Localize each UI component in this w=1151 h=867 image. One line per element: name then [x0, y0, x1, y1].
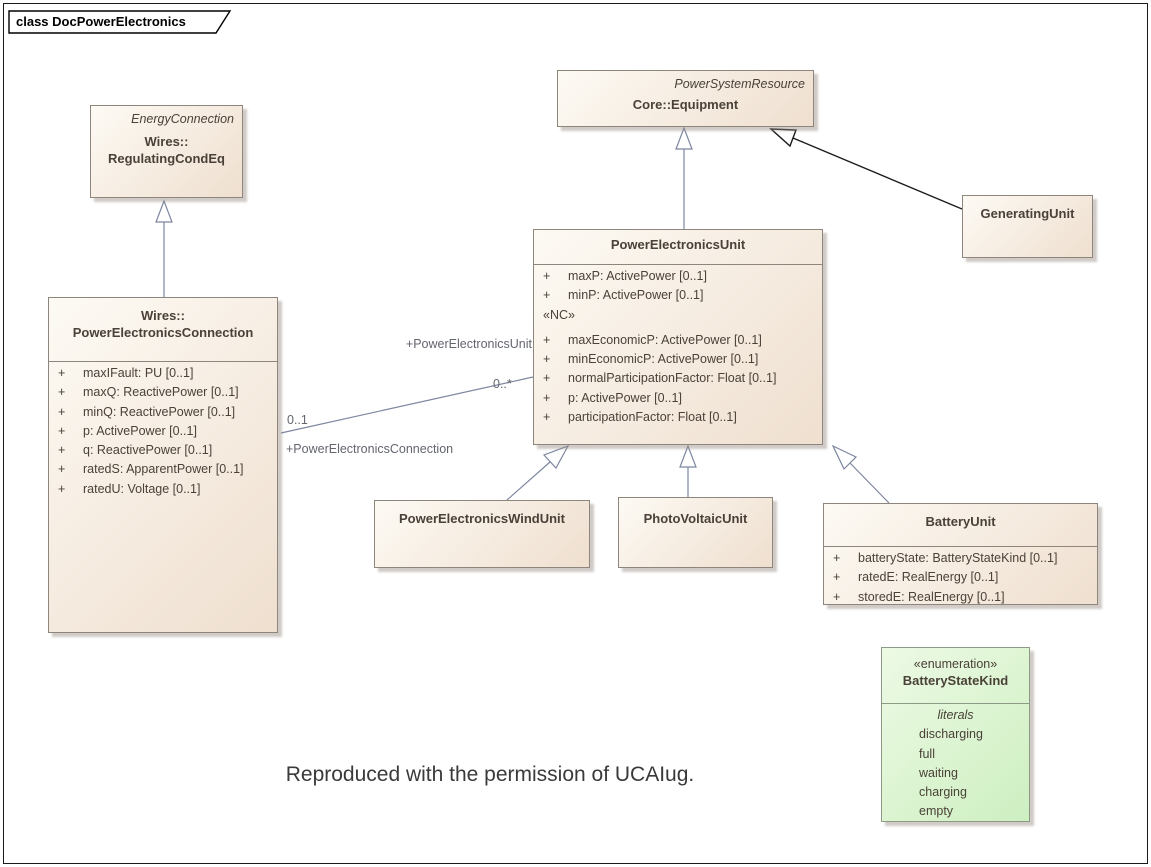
class-name: PowerElectronicsConnection	[72, 325, 254, 340]
enumeration-name: BatteryStateKind	[902, 673, 1009, 688]
attribute-text: ratedU: Voltage [0..1]	[83, 481, 201, 496]
attribute-text: maxEconomicP: ActivePower [0..1]	[568, 332, 762, 347]
visibility: +	[833, 589, 841, 604]
association-role-unit: +PowerElectronicsUnit	[405, 337, 532, 351]
visibility: +	[543, 410, 551, 425]
attribute	[49, 460, 277, 479]
attributes-compartment	[49, 362, 277, 499]
attribute-text: p: ActivePower [0..1]	[83, 423, 197, 438]
visibility: +	[58, 404, 66, 419]
attribute-text: ratedE: RealEnergy [0..1]	[858, 570, 999, 585]
attribute	[534, 408, 822, 427]
association-multiplicity-unit: 0..*	[493, 377, 512, 391]
enum-literal: empty	[919, 804, 954, 819]
attribute-text: minQ: ReactivePower [0..1]	[83, 404, 236, 419]
visibility: +	[543, 371, 551, 386]
enum-literal: full	[919, 746, 935, 761]
visibility: +	[833, 570, 841, 585]
visibility: +	[58, 443, 66, 458]
attribute	[534, 286, 822, 305]
attributes-compartment	[824, 547, 1097, 607]
class-name: PowerElectronicsWindUnit	[398, 511, 566, 526]
visibility: +	[543, 390, 551, 405]
attribute-text: normalParticipationFactor: Float [0..1]	[568, 371, 777, 386]
literals-compartment	[882, 704, 1029, 822]
generalization-arrow-icon	[156, 201, 172, 222]
generalization-equipment-generatingunit	[771, 129, 962, 209]
generalization-equipment-unit	[676, 128, 692, 229]
attributes-compartment	[534, 265, 822, 427]
generalization-arrow-icon	[771, 129, 796, 146]
visibility: +	[58, 385, 66, 400]
attribute-text: batteryState: BatteryStateKind [0..1]	[858, 551, 1058, 565]
attribute	[534, 350, 822, 369]
generalization-arrow-icon	[676, 128, 692, 149]
attribute	[534, 369, 822, 388]
attribute	[49, 480, 277, 499]
literals-label: literals	[937, 708, 974, 722]
enum-literal: waiting	[919, 765, 958, 780]
visibility: +	[543, 269, 551, 283]
enum-literal: charging	[919, 785, 967, 800]
attribute	[49, 422, 277, 441]
class-name: Wires::	[141, 308, 185, 323]
enumeration-batterystatekind	[881, 647, 1030, 822]
attribute	[49, 403, 277, 422]
generalization-regulatingcondeq	[156, 201, 172, 297]
visibility: +	[833, 551, 841, 565]
attribute-text: minEconomicP: ActivePower [0..1]	[568, 352, 759, 367]
class-equipment	[557, 70, 814, 127]
class-name: PowerElectronicsUnit	[610, 237, 746, 252]
class-batteryunit	[823, 503, 1098, 605]
parent-class-name: PowerSystemResource	[674, 77, 805, 91]
class-name: RegulatingCondEq	[108, 151, 225, 166]
class-powerelectronicsunit	[533, 229, 823, 445]
attribute	[824, 568, 1097, 587]
parent-class-name: EnergyConnection	[131, 112, 234, 126]
class-regulatingcondeq	[90, 105, 243, 198]
enum-literal: discharging	[919, 727, 983, 742]
generalization-unit-batteryunit	[833, 446, 889, 503]
class-name: Core::Equipment	[632, 97, 739, 112]
visibility: +	[543, 352, 551, 367]
attribute	[824, 588, 1097, 607]
attribute	[49, 383, 277, 402]
association-role-connection: +PowerElectronicsConnection	[286, 442, 454, 456]
class-name: PhotoVoltaicUnit	[643, 511, 748, 526]
association-multiplicity-connection: 0..1	[287, 413, 308, 427]
attribute-text: p: ActivePower [0..1]	[568, 390, 682, 405]
caption-text: Reproduced with the permission of UCAIug.	[285, 763, 695, 786]
class-name: GeneratingUnit	[980, 206, 1075, 221]
visibility: +	[543, 288, 551, 303]
attribute	[49, 441, 277, 460]
attribute-text: participationFactor: Float [0..1]	[568, 410, 737, 425]
attribute-text: storedE: RealEnergy [0..1]	[858, 589, 1005, 604]
attribute	[534, 331, 822, 350]
attribute	[534, 389, 822, 408]
visibility: +	[58, 481, 66, 496]
generalization-unit-windunit	[507, 446, 568, 500]
attribute	[49, 364, 277, 383]
class-powerelectronicsconnection	[48, 297, 278, 633]
attribute-text: maxQ: ReactivePower [0..1]	[83, 385, 239, 400]
attribute	[534, 267, 822, 286]
nc-stereotype: «NC»	[543, 307, 575, 322]
attribute-text: ratedS: ApparentPower [0..1]	[83, 462, 244, 477]
visibility: +	[543, 332, 551, 347]
class-powerelectronicswindunit	[374, 500, 590, 568]
class-generatingunit	[962, 195, 1093, 258]
attribute-text: q: ReactivePower [0..1]	[83, 443, 213, 458]
visibility: +	[58, 462, 66, 477]
generalization-arrow-icon	[680, 446, 696, 467]
attribute-text: maxP: ActivePower [0..1]	[568, 269, 707, 283]
diagram-title: class DocPowerElectronics	[16, 14, 186, 29]
class-photovoltaicunit	[618, 497, 773, 568]
enumeration-stereotype: «enumeration»	[913, 657, 998, 671]
attribute-text: maxIFault: PU [0..1]	[83, 366, 194, 380]
visibility: +	[58, 423, 66, 438]
visibility: +	[58, 366, 66, 380]
class-name: Wires::	[144, 134, 189, 149]
attribute	[824, 549, 1097, 568]
attribute-text: minP: ActivePower [0..1]	[568, 288, 704, 303]
generalization-unit-photovoltaicunit	[680, 446, 696, 497]
class-name: BatteryUnit	[925, 514, 996, 529]
